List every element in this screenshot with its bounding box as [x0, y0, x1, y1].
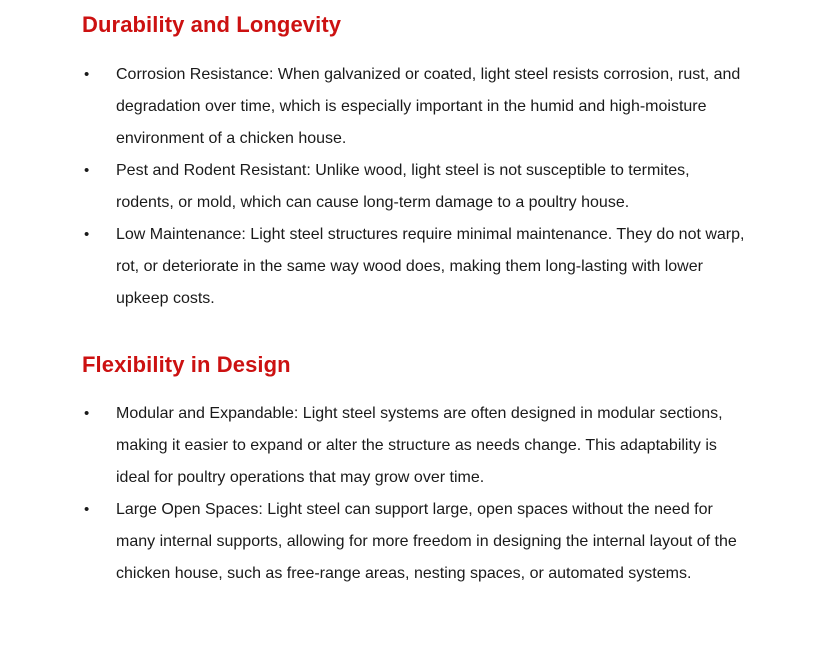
bullet-low-maintenance [0, 219, 746, 315]
bullet-text: Large Open Spaces: Light steel can support large, open spaces without the need for many internal supports, allowing for more freedom in designing the internal layout of the chicken house, such as free-range areas, nesting spaces, or automated systems. [116, 501, 737, 582]
bullet-text: Low Maintenance: Light steel structures require minimal maintenance. They do not warp, rot, or deteriorate in the same way wood does, making them long-lasting with lower upkeep costs. [116, 226, 745, 307]
bullet-text: Corrosion Resistance: When galvanized or coated, light steel resists corrosion, rust, and degradation over time, which is especially important in the humid and high-moisture environment of a chicken house. [116, 66, 741, 147]
bullet-text: Pest and Rodent Resistant: Unlike wood, light steel is not susceptible to termites, rodents, or mold, which can cause long-term damage to a poultry house. [116, 162, 690, 211]
bullet-pest-rodent-resistant [0, 155, 746, 219]
bullet-large-open-spaces [0, 494, 746, 590]
durability-bullet-list [0, 59, 823, 315]
bullet-dot-icon: • [84, 226, 90, 243]
flexibility-bullet-list [0, 398, 823, 590]
bullet-text: Modular and Expandable: Light steel systems are often designed in modular sections, making it easier to expand or alter the structure as needs change. This adaptability is ideal for poultry operations that may grow over time. [116, 405, 723, 486]
bullet-corrosion-resistance [0, 59, 746, 155]
section-heading-durability: Durability and Longevity [82, 12, 342, 37]
bullet-dot-icon: • [84, 405, 90, 422]
bullet-modular-expandable [0, 398, 746, 494]
bullet-dot-icon: • [84, 66, 90, 83]
bullet-dot-icon: • [84, 501, 90, 518]
bullet-dot-icon: • [84, 162, 90, 179]
section-heading-flexibility: Flexibility in Design [82, 352, 291, 377]
